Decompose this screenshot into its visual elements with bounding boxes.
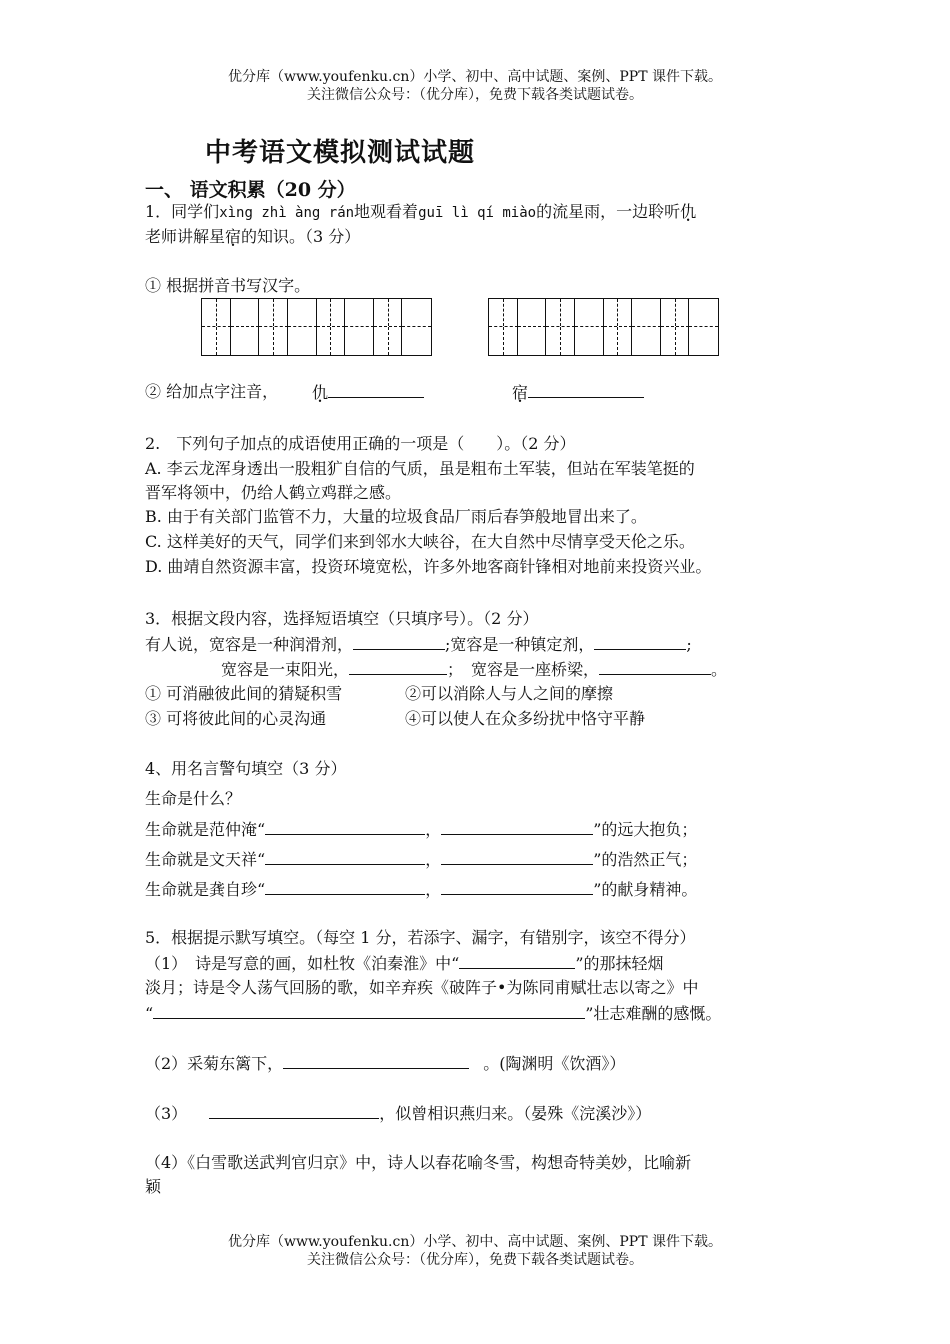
answer-blank[interactable] bbox=[349, 658, 447, 675]
q4-stem: 4、用名言警句填空（3 分） bbox=[145, 759, 347, 778]
answer-blank[interactable] bbox=[153, 1002, 585, 1019]
q1-sub1: ① 根据拼音书写汉字。 bbox=[145, 276, 311, 295]
q5-text: （1） 诗是写意的画，如杜牧《泊秦淮》中“ bbox=[145, 954, 460, 973]
q4-text: 生命就是范仲淹“ bbox=[145, 820, 266, 839]
q4-text: ”的浩然正气； bbox=[593, 850, 698, 869]
q1-line1 bbox=[145, 201, 696, 224]
writing-grid-2[interactable] bbox=[488, 298, 719, 356]
q1-sub2: ② 给加点字注音， bbox=[145, 382, 279, 401]
q3-text: ; bbox=[686, 635, 692, 654]
q4-text: ”的献身精神。 bbox=[593, 880, 698, 899]
q1-line2 bbox=[145, 226, 360, 248]
dotted-char: 宿 bbox=[225, 227, 242, 246]
answer-blank[interactable] bbox=[528, 381, 644, 398]
q1-text: 的流星雨，一边聆听 bbox=[536, 202, 681, 221]
q5-text: “ bbox=[145, 1004, 154, 1023]
answer-blank[interactable] bbox=[209, 1102, 379, 1119]
q4-text: 生命就是文天祥“ bbox=[145, 850, 266, 869]
q5-stem: 5．根据提示默写填空。（每空 1 分，若添字、漏字，有错别字，该空不得分） bbox=[145, 928, 696, 947]
q5-text: （3） bbox=[145, 1104, 188, 1123]
q1-text: 老师讲解星 bbox=[145, 227, 226, 246]
answer-blank[interactable] bbox=[594, 633, 686, 650]
answer-blank[interactable] bbox=[441, 848, 593, 865]
answer-blank[interactable] bbox=[441, 878, 593, 895]
q5-item-3 bbox=[145, 1102, 651, 1125]
q3-line2 bbox=[221, 658, 727, 681]
dotted-char: 仇 bbox=[680, 202, 697, 221]
q4-row-3 bbox=[145, 878, 697, 901]
q3-option-4: ④可以使人在众多纷扰中恪守平静 bbox=[405, 709, 646, 728]
answer-blank[interactable] bbox=[328, 381, 424, 398]
q5-text: ”的那抹轻烟 bbox=[575, 954, 664, 973]
q5-item-4: （4）《白雪歌送武判官归京》中，诗人以春花喻冬雪，构想奇特美妙，比喻新 bbox=[145, 1153, 692, 1172]
pinyin-1: xìng zhì àng rán bbox=[219, 205, 355, 221]
answer-blank[interactable] bbox=[441, 818, 593, 835]
q4-text: ”的远大抱负； bbox=[593, 820, 698, 839]
q2-option-c: C. 这样美好的天气，同学们来到邻水大峡谷，在大自然中尽情享受天伦之乐。 bbox=[145, 532, 695, 551]
q5-item-2 bbox=[145, 1052, 625, 1075]
q2-stem: 2. 下列句子加点的成语使用正确的一项是（ ）。（2 分） bbox=[145, 434, 576, 453]
q3-line1 bbox=[145, 633, 692, 656]
q5-item-1-cont: 淡月；诗是令人荡气回肠的歌，如辛弃疾《破阵子•为陈同甫赋壮志以寄之》中 bbox=[145, 978, 699, 997]
answer-row-2 bbox=[512, 381, 644, 404]
q4-intro: 生命是什么？ bbox=[145, 789, 242, 808]
dotted-char: 仇 bbox=[312, 383, 329, 402]
q2-option-b: B. 由于有关部门监管不力，大量的垃圾食品厂雨后春笋般地冒出来了。 bbox=[145, 507, 647, 526]
q1-text: 地观看着 bbox=[354, 202, 419, 221]
q5-text: （2）采菊东篱下， bbox=[145, 1054, 284, 1073]
answer-blank[interactable] bbox=[265, 818, 425, 835]
page-header-line1: 优分库（www.youfenku.cn）小学、初中、高中试题、案例、PPT 课件下载。 bbox=[227, 69, 722, 85]
q3-option-1: ① 可消融彼此间的猜疑积雪 bbox=[145, 684, 343, 703]
q5-text: ”壮志难酬的感慨。 bbox=[585, 1004, 722, 1023]
q4-text: ， bbox=[425, 850, 442, 869]
answer-blank[interactable] bbox=[265, 878, 425, 895]
q4-text: ， bbox=[425, 880, 442, 899]
q4-text: ， bbox=[425, 820, 442, 839]
q3-text: ； 宽容是一座桥梁， bbox=[447, 660, 600, 679]
q2-option-d: D. 曲靖自然资源丰富，投资环境宽松，许多外地客商针锋相对地前来投资兴业。 bbox=[145, 557, 712, 576]
answer-blank[interactable] bbox=[265, 848, 425, 865]
q3-option-2: ②可以消除人与人之间的摩擦 bbox=[405, 684, 614, 703]
q1-text: 的知识。（3 分） bbox=[241, 227, 361, 246]
q2-option-a: A. 李云龙浑身透出一股粗犷自信的气质，虽是粗布土军装，但站在军装笔挺的 bbox=[145, 459, 695, 478]
q2-option-a-cont: 晋军将领中，仍给人鹤立鸡群之感。 bbox=[145, 483, 402, 502]
q5-item-1-line bbox=[145, 1002, 721, 1025]
answer-row-1 bbox=[312, 381, 424, 404]
page-title: 中考语文模拟测试试题 bbox=[205, 138, 476, 168]
section-heading: 一、 语文积累（20 分） bbox=[145, 179, 356, 201]
q3-stem: 3．根据文段内容，选择短语填空（只填序号）。（2 分） bbox=[145, 609, 539, 628]
q4-row-2 bbox=[145, 848, 697, 871]
answer-blank[interactable] bbox=[353, 633, 445, 650]
q5-text: ，似曾相识燕归来。（晏殊《浣溪沙》） bbox=[379, 1104, 652, 1123]
answer-blank[interactable] bbox=[599, 658, 711, 675]
page-header-line2: 关注微信公众号：（优分库），免费下载各类试题试卷。 bbox=[307, 87, 643, 103]
q5-item-4-cont: 颖 bbox=[145, 1177, 162, 1196]
q5-item-1 bbox=[145, 952, 664, 975]
q3-text: 有人说，宽容是一种润滑剂， bbox=[145, 635, 354, 654]
answer-blank[interactable] bbox=[283, 1052, 469, 1069]
page-footer-line1: 优分库（www.youfenku.cn）小学、初中、高中试题、案例、PPT 课件下载。 bbox=[227, 1234, 722, 1250]
page-footer-line2: 关注微信公众号：（优分库），免费下载各类试题试卷。 bbox=[307, 1252, 643, 1268]
q3-option-3: ③ 可将彼此间的心灵沟通 bbox=[145, 709, 327, 728]
dotted-char: 宿 bbox=[512, 383, 529, 402]
answer-blank[interactable] bbox=[459, 952, 575, 969]
q5-text: 。(陶渊明《饮酒》） bbox=[483, 1054, 626, 1073]
q3-text: 。 bbox=[711, 660, 728, 679]
q1-text: 1．同学们 bbox=[145, 202, 220, 221]
pinyin-2: guī lì qí miào bbox=[418, 205, 537, 221]
q3-text: 宽容是一束阳光， bbox=[221, 660, 350, 679]
q3-text: ;宽容是一种镇定剂， bbox=[445, 635, 595, 654]
writing-grid-1[interactable] bbox=[201, 298, 432, 356]
q4-row-1 bbox=[145, 818, 697, 841]
q4-text: 生命就是龚自珍“ bbox=[145, 880, 266, 899]
